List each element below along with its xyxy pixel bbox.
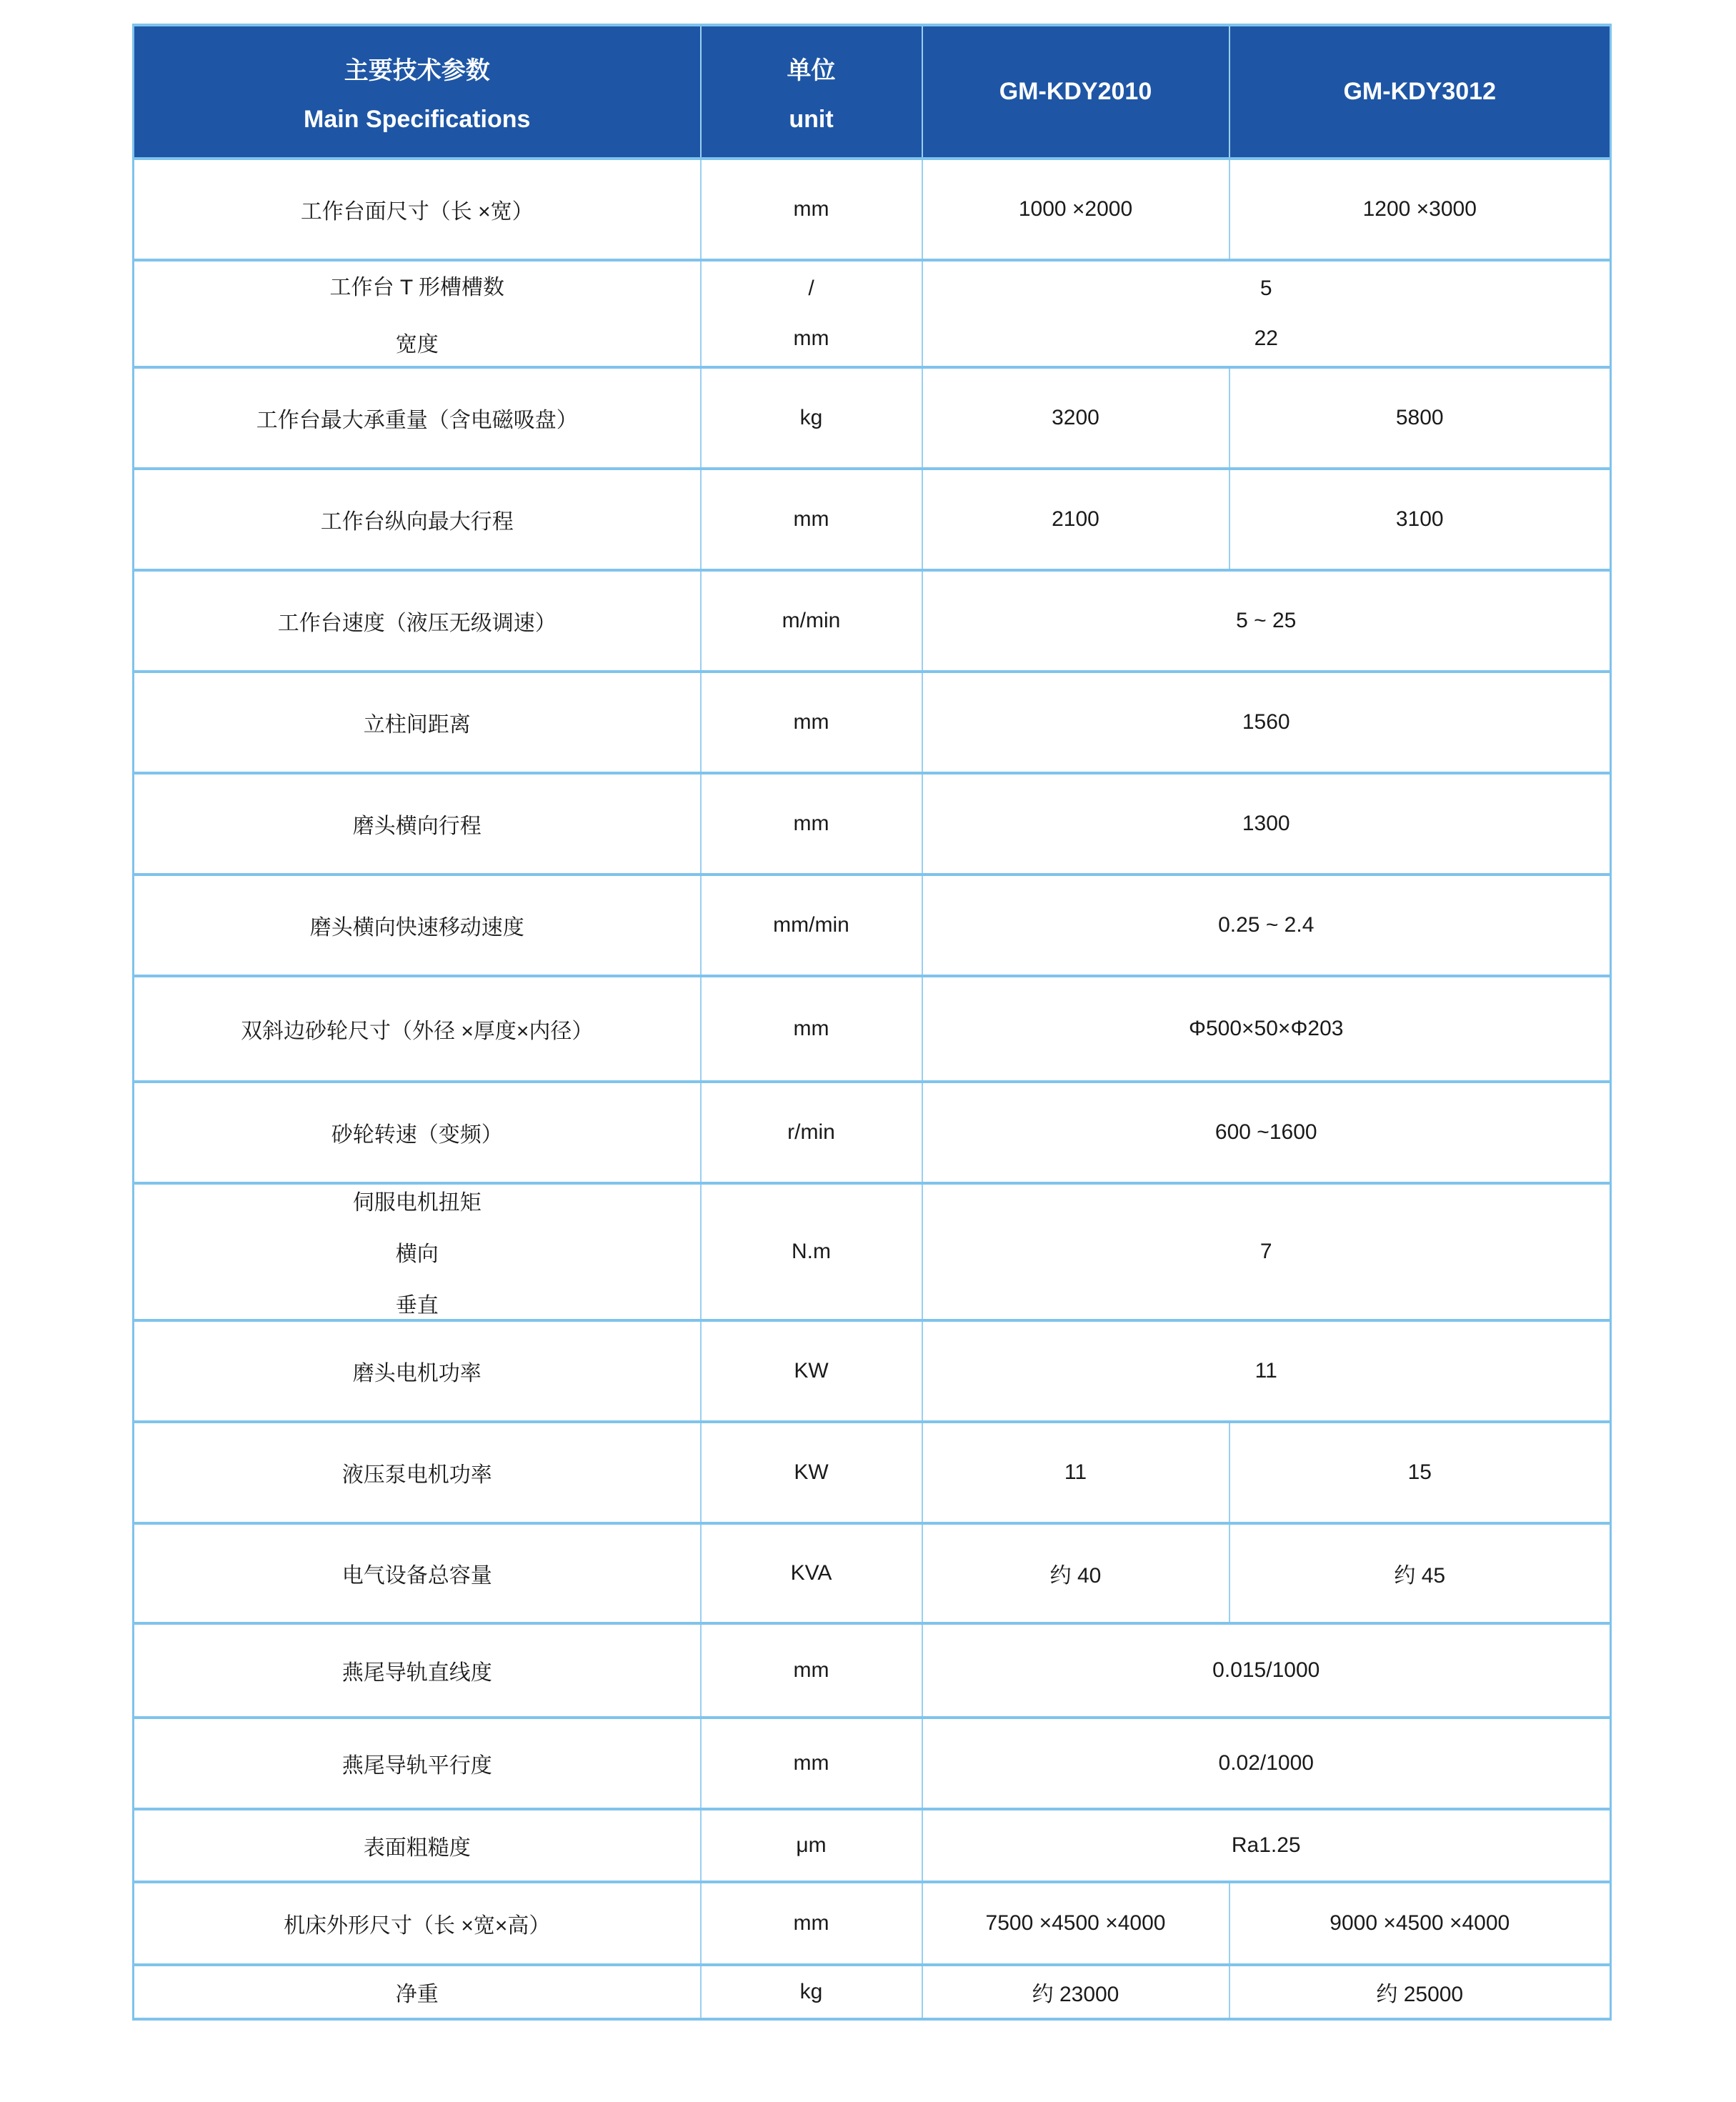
spec-row	[134, 260, 1611, 367]
spec-row	[134, 773, 1611, 875]
spec-label: 燕尾导轨直线度	[134, 1623, 701, 1718]
spec-row	[134, 1082, 1611, 1183]
spec-label: 机床外形尺寸（长 ×宽×高）	[134, 1882, 701, 1965]
spec-label	[134, 1183, 701, 1320]
header-spec-en: Main Specifications	[304, 105, 531, 133]
model1-value: 1000 ×2000	[922, 159, 1229, 260]
spec-row	[134, 570, 1611, 672]
spec-label: 电气设备总容量	[134, 1523, 701, 1623]
header-model2-cell: GM-KDY3012	[1229, 25, 1611, 159]
unit-value: mm/min	[701, 875, 922, 976]
unit-value: mm	[701, 1623, 922, 1718]
spec-label: 净重	[134, 1965, 701, 2019]
spec-row	[134, 672, 1611, 773]
table-header-row	[134, 25, 1611, 159]
value-line: 22	[1254, 327, 1278, 350]
unit-value: mm	[701, 976, 922, 1082]
model2-value: 5800	[1229, 367, 1611, 469]
unit-line: mm	[793, 327, 829, 350]
spec-row	[134, 976, 1611, 1082]
spec-label: 液压泵电机功率	[134, 1422, 701, 1523]
unit-value: kg	[701, 367, 922, 469]
model2-value: 1200 ×3000	[1229, 159, 1611, 260]
spec-label: 砂轮转速（变频）	[134, 1082, 701, 1183]
spec-label: 磨头横向行程	[134, 773, 701, 875]
model1-value: 2100	[922, 469, 1229, 570]
header-unit-cell	[701, 25, 922, 159]
merged-value: 11	[922, 1320, 1611, 1422]
spec-row	[134, 1523, 1611, 1623]
header-unit-cn: 单位	[787, 56, 836, 84]
spec-label-line: 工作台 T 形槽槽数	[329, 276, 504, 299]
unit-value: m/min	[701, 570, 922, 672]
spec-row	[134, 875, 1611, 976]
spec-row	[134, 1882, 1611, 1965]
merged-value: Ra1.25	[922, 1809, 1611, 1882]
header-model1-cell: GM-KDY2010	[922, 25, 1229, 159]
spec-label: 工作台面尺寸（长 ×宽）	[134, 159, 701, 260]
unit-value: mm	[701, 672, 922, 773]
model1-value: 7500 ×4500 ×4000	[922, 1882, 1229, 1965]
merged-value: Φ500×50×Φ203	[922, 976, 1611, 1082]
unit-value: mm	[701, 773, 922, 875]
unit-value: mm	[701, 1882, 922, 1965]
spec-label: 立柱间距离	[134, 672, 701, 773]
model1-value: 约 40	[922, 1523, 1229, 1623]
unit-value: KW	[701, 1320, 922, 1422]
unit-line: /	[808, 277, 814, 300]
spec-label-line: 横向	[395, 1242, 439, 1266]
merged-value: 1300	[922, 773, 1611, 875]
spec-label: 工作台纵向最大行程	[134, 469, 701, 570]
value-line: 5	[1259, 277, 1272, 300]
merged-value: 600 ~1600	[922, 1082, 1611, 1183]
merged-value: 0.02/1000	[922, 1718, 1611, 1809]
spec-label-line: 伺服电机扭矩	[352, 1191, 482, 1215]
spec-label: 磨头电机功率	[134, 1320, 701, 1422]
unit-value: KW	[701, 1422, 922, 1523]
specifications-table	[132, 24, 1612, 2021]
unit-value: mm	[701, 1718, 922, 1809]
model1-value: 约 23000	[922, 1965, 1229, 2019]
unit-value	[701, 260, 922, 367]
spec-label: 双斜边砂轮尺寸（外径 ×厚度×内径）	[134, 976, 701, 1082]
unit-value: KVA	[701, 1523, 922, 1623]
unit-value: μm	[701, 1809, 922, 1882]
unit-value: r/min	[701, 1082, 922, 1183]
model2-value: 约 45	[1229, 1523, 1611, 1623]
unit-value: mm	[701, 159, 922, 260]
spec-label: 工作台最大承重量（含电磁吸盘）	[134, 367, 701, 469]
spec-row	[134, 159, 1611, 260]
spec-row	[134, 1718, 1611, 1809]
header-unit-en: unit	[789, 105, 834, 133]
spec-row	[134, 1422, 1611, 1523]
spec-label-line: 垂直	[395, 1294, 439, 1318]
spec-row	[134, 469, 1611, 570]
spec-label: 燕尾导轨平行度	[134, 1718, 701, 1809]
spec-label-line: 宽度	[395, 333, 439, 357]
model1-value: 3200	[922, 367, 1229, 469]
merged-value: 7	[922, 1183, 1611, 1320]
spec-row	[134, 1809, 1611, 1882]
header-spec-cn: 主要技术参数	[344, 56, 490, 84]
merged-value: 1560	[922, 672, 1611, 773]
spec-label: 磨头横向快速移动速度	[134, 875, 701, 976]
merged-value: 0.25 ~ 2.4	[922, 875, 1611, 976]
unit-value: mm	[701, 469, 922, 570]
model2-value: 约 25000	[1229, 1965, 1611, 2019]
spec-row	[134, 1965, 1611, 2019]
spec-label: 表面粗糙度	[134, 1809, 701, 1882]
merged-value: 0.015/1000	[922, 1623, 1611, 1718]
spec-row	[134, 367, 1611, 469]
merged-value	[922, 260, 1611, 367]
spec-label	[134, 260, 701, 367]
spec-label: 工作台速度（液压无级调速）	[134, 570, 701, 672]
spec-row	[134, 1623, 1611, 1718]
unit-value: N.m	[701, 1183, 922, 1320]
unit-value: kg	[701, 1965, 922, 2019]
model2-value: 3100	[1229, 469, 1611, 570]
model1-value: 11	[922, 1422, 1229, 1523]
model2-value: 9000 ×4500 ×4000	[1229, 1882, 1611, 1965]
spec-row	[134, 1320, 1611, 1422]
merged-value: 5 ~ 25	[922, 570, 1611, 672]
spec-row	[134, 1183, 1611, 1320]
model2-value: 15	[1229, 1422, 1611, 1523]
header-spec-cell	[134, 25, 701, 159]
